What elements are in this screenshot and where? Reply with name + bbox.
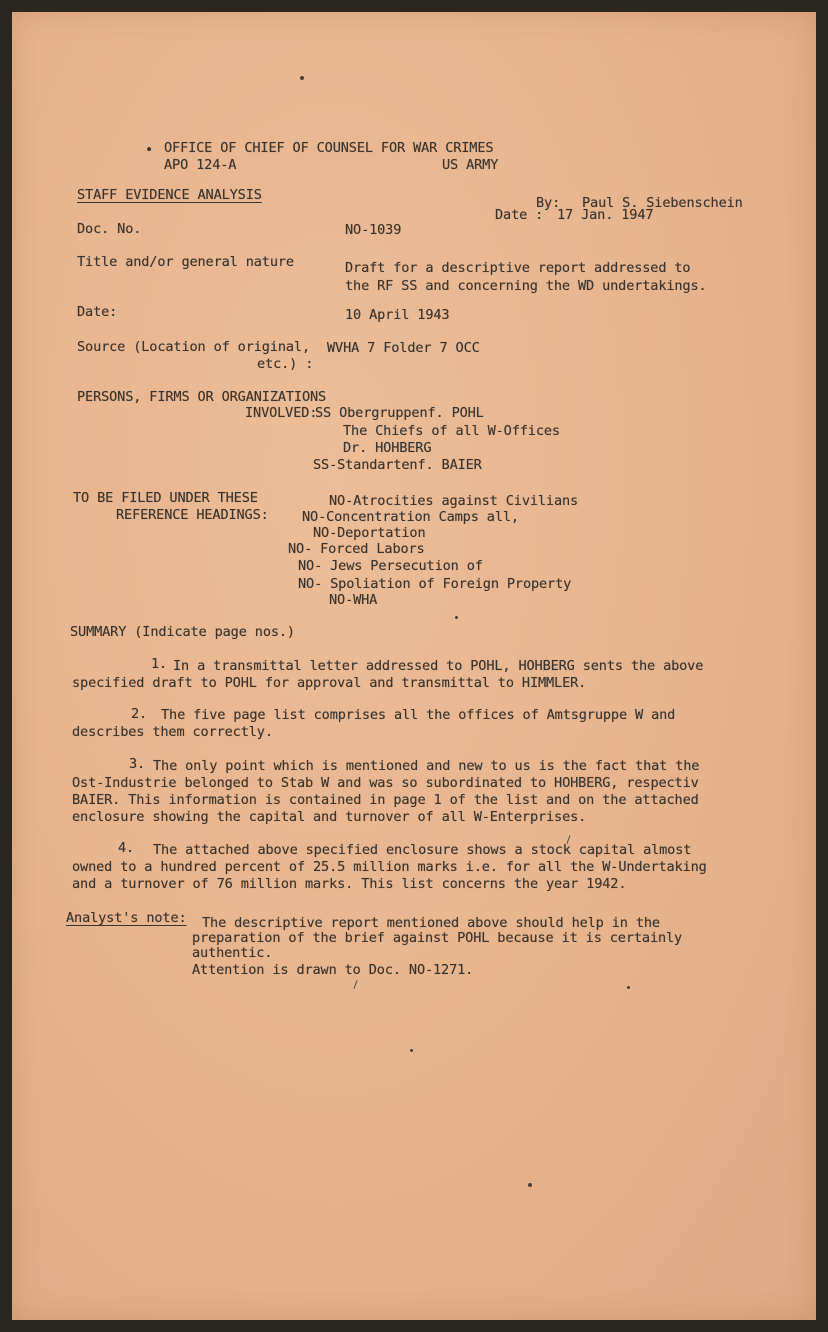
paragraph-line: enclosure showing the capital and turnover of all W-Enterprises.	[72, 809, 587, 825]
paragraph-number: 4.	[118, 840, 135, 856]
person-entry: Dr. HOHBERG	[343, 440, 432, 456]
author-name: Paul S. Siebenschein	[582, 195, 743, 211]
source-label-cont: etc.) :	[257, 356, 314, 372]
paragraph-line: owned to a hundred percent of 25.5 million marks i.e. for all the W-Undertaking	[72, 859, 707, 875]
analyst-note-label: Analyst's note:	[66, 910, 187, 926]
heading-entry: NO-WHA	[329, 592, 378, 608]
summary-label: SUMMARY (Indicate page nos.)	[70, 624, 295, 640]
person-entry: SS Obergruppenf. POHL	[315, 405, 484, 421]
paragraph-line: and a turnover of 76 million marks. This list concerns the year 1942.	[72, 876, 627, 892]
header-bullet: •	[145, 142, 154, 158]
source-label: Source (Location of original,	[77, 339, 310, 355]
paragraph-line: In a transmittal letter addressed to POHL, HOHBERG sents the above	[173, 658, 704, 674]
heading-entry: NO- Jews Persecution of	[298, 558, 483, 574]
title-line: the RF SS and concerning the WD undertakings.	[345, 278, 707, 294]
paper-speck	[455, 616, 458, 619]
analysis-date: 17 Jan. 1947	[557, 207, 654, 223]
paragraph-number: 3.	[129, 756, 146, 772]
analyst-note-line: The descriptive report mentioned above should help in the	[202, 915, 660, 931]
filed-under-label: TO BE FILED UNDER THESE	[73, 490, 258, 506]
doc-date-label: Date:	[77, 304, 118, 320]
analyst-note-line: authentic.	[192, 945, 273, 961]
paper-speck	[528, 1183, 532, 1187]
paragraph-line: The only point which is mentioned and new to us is the fact that the	[153, 758, 700, 774]
paragraph-number: 1.	[151, 656, 168, 672]
doc-no-value: NO-1039	[345, 222, 402, 238]
paragraph-line: BAIER. This information is contained in page 1 of the list and on the attached	[72, 792, 699, 808]
paper-speck	[300, 76, 304, 80]
paragraph-number: 2.	[131, 706, 148, 722]
filed-under-label-cont: REFERENCE HEADINGS:	[116, 507, 269, 523]
title-line: Draft for a descriptive report addressed to	[345, 260, 691, 276]
apo-number: APO 124-A	[164, 157, 237, 173]
analyst-note-line: Attention is drawn to Doc. NO-1271.	[192, 962, 474, 978]
paper-speck	[410, 1049, 413, 1052]
person-entry: SS-Standartenf. BAIER	[313, 457, 482, 473]
heading-entry: NO- Forced Labors	[288, 541, 425, 557]
office-title: OFFICE OF CHIEF OF COUNSEL FOR WAR CRIMES	[164, 140, 494, 156]
page-heading: STAFF EVIDENCE ANALYSIS	[77, 187, 262, 203]
title-label: Title and/or general nature	[77, 254, 294, 270]
by-label: By:	[536, 195, 561, 211]
paragraph-line: describes them correctly.	[72, 724, 273, 740]
paragraph-line: The attached above specified enclosure shows a stock capital almost	[153, 842, 692, 858]
doc-no-label: Doc. No.	[77, 221, 142, 237]
army-label: US ARMY	[442, 157, 499, 173]
analyst-note-line: preparation of the brief against POHL because it is certainly	[192, 930, 683, 946]
doc-date-value: 10 April 1943	[345, 307, 450, 323]
persons-label: PERSONS, FIRMS OR ORGANIZATIONS	[77, 389, 327, 405]
paper-speck	[627, 986, 630, 989]
paragraph-line: Ost-Industrie belonged to Stab W and was so subordinated to HOHBERG, respectiv	[72, 775, 699, 791]
paragraph-line: specified draft to POHL for approval and transmittal to HIMMLER.	[72, 675, 587, 691]
heading-entry: NO-Concentration Camps all,	[302, 509, 519, 525]
heading-entry: NO-Atrocities against Civilians	[329, 493, 579, 509]
document-page	[12, 12, 816, 1320]
date-label: Date :	[495, 207, 544, 223]
heading-entry: NO- Spoliation of Foreign Property	[298, 576, 572, 592]
persons-label-cont: INVOLVED:	[245, 405, 318, 421]
pen-mark	[353, 980, 357, 989]
person-entry: The Chiefs of all W-Offices	[343, 423, 560, 439]
source-value: WVHA 7 Folder 7 OCC	[327, 340, 480, 356]
heading-entry: NO-Deportation	[313, 525, 426, 541]
paragraph-line: The five page list comprises all the offices of Amtsgruppe W and	[161, 707, 676, 723]
